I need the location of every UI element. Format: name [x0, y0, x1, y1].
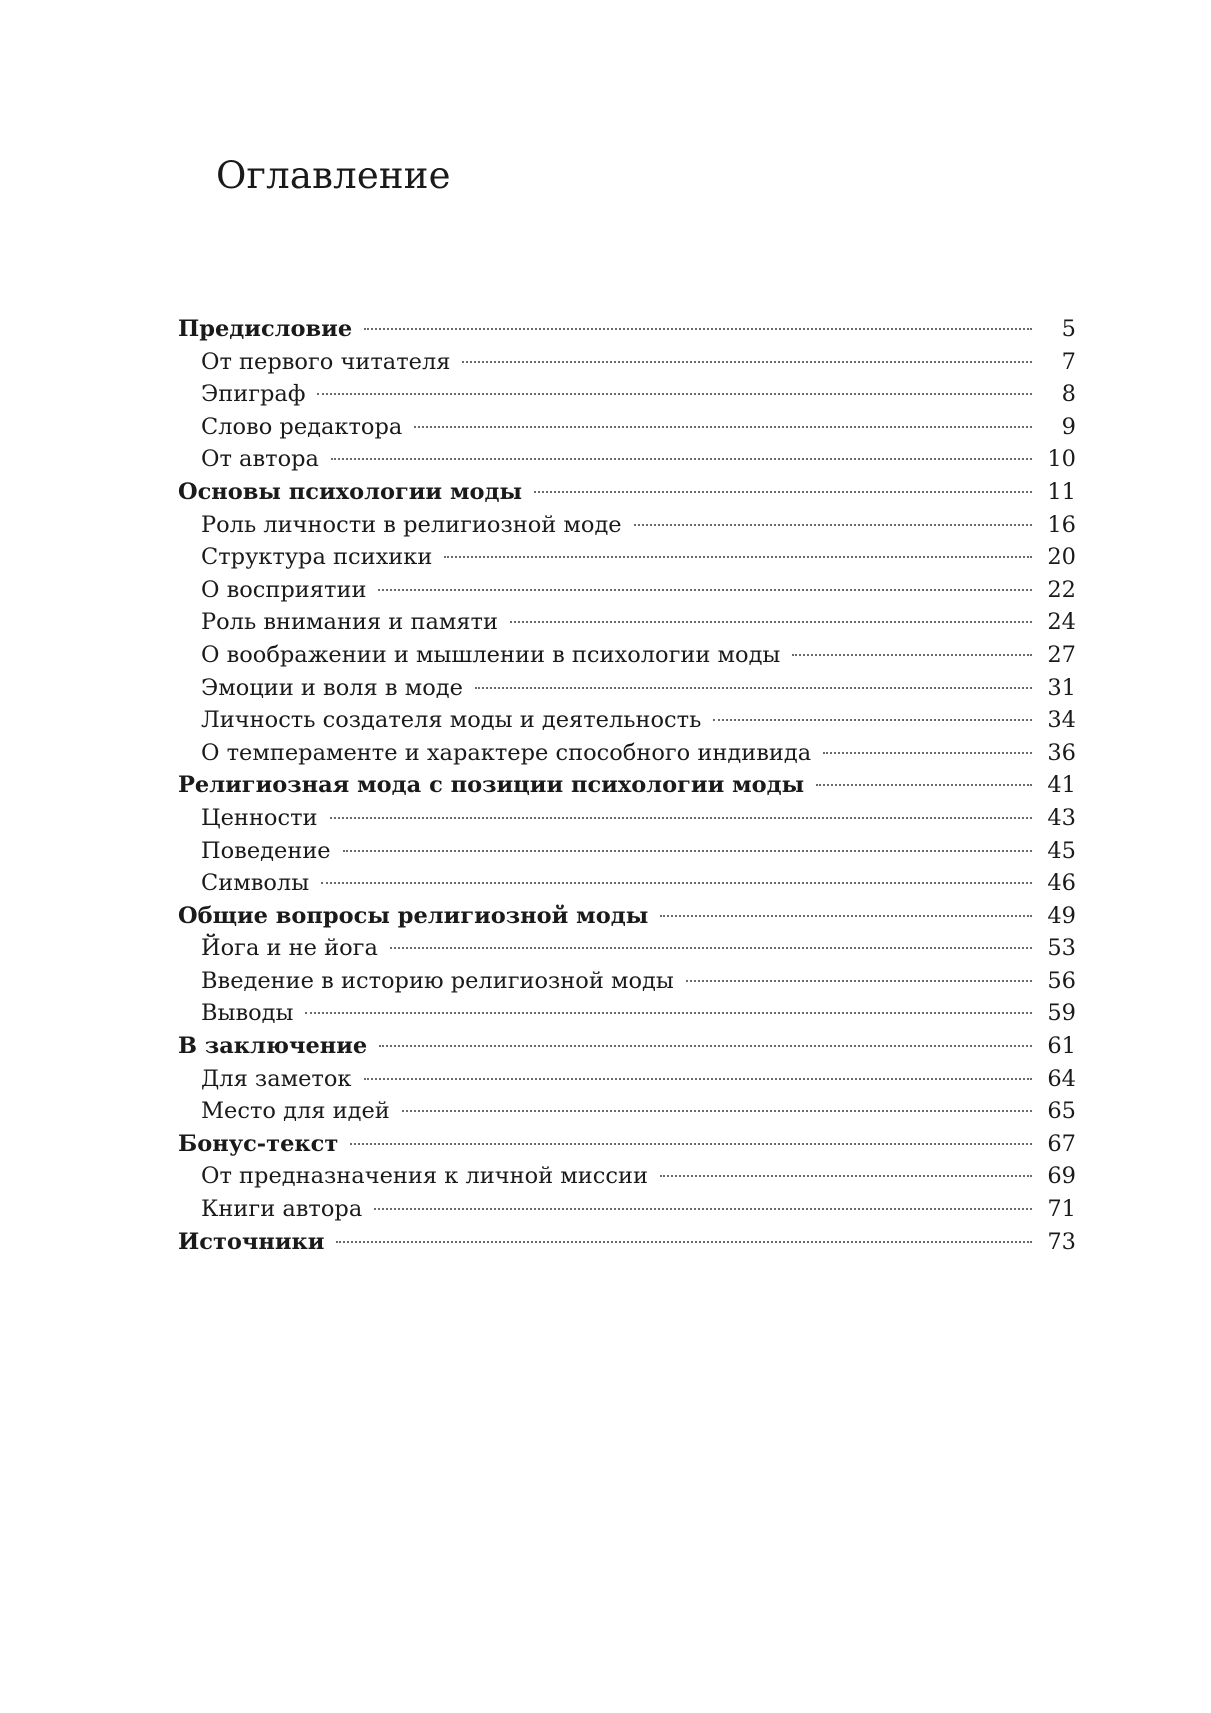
toc-entry-title: Ценности — [201, 804, 318, 831]
toc-page-number: 67 — [1047, 1130, 1076, 1157]
toc-section[interactable] — [178, 737, 1076, 770]
toc-section[interactable] — [178, 378, 1076, 411]
toc-page-number: 11 — [1047, 478, 1076, 505]
dot-leader — [331, 458, 1032, 460]
toc-section[interactable] — [178, 867, 1076, 900]
toc-section[interactable] — [178, 1160, 1076, 1193]
toc-entry-title: Личность создателя моды и деятельность — [201, 707, 702, 734]
toc-entry-title: Слово редактора — [201, 413, 403, 440]
toc-section[interactable] — [178, 965, 1076, 998]
dot-leader — [343, 850, 1032, 852]
toc-entry-title: Введение в историю религиозной моды — [201, 967, 674, 994]
toc-page-number: 71 — [1047, 1196, 1076, 1223]
toc-section[interactable] — [178, 541, 1076, 574]
toc-page-number: 24 — [1047, 609, 1076, 636]
toc-entry-title: Для заметок — [201, 1065, 352, 1092]
dot-leader — [823, 752, 1032, 754]
toc-entry-title: Общие вопросы религиозной моды — [178, 902, 649, 929]
toc-section[interactable] — [178, 639, 1076, 672]
dot-leader — [475, 687, 1032, 689]
toc-page-number: 43 — [1047, 804, 1076, 831]
dot-leader — [534, 491, 1032, 493]
toc-entry-title: Выводы — [201, 1000, 294, 1027]
toc-chapter[interactable] — [178, 900, 1076, 933]
table-of-contents — [178, 313, 1076, 1258]
dot-leader — [414, 426, 1032, 428]
toc-section[interactable] — [178, 835, 1076, 868]
toc-entry-title: Бонус-текст — [178, 1130, 339, 1157]
toc-page-number: 9 — [1061, 413, 1076, 440]
toc-entry-title: От предназначения к личной миссии — [201, 1163, 649, 1190]
dot-leader — [660, 1175, 1032, 1177]
toc-entry-title: О воображении и мышлении в психологии моды — [201, 641, 781, 668]
toc-section[interactable] — [178, 1095, 1076, 1128]
toc-section[interactable] — [178, 997, 1076, 1030]
toc-entry-title: Предисловие — [178, 316, 353, 342]
toc-page-number: 7 — [1061, 348, 1076, 375]
toc-page-number: 64 — [1047, 1065, 1076, 1092]
toc-section[interactable] — [178, 704, 1076, 737]
toc-page-number: 20 — [1047, 544, 1076, 571]
dot-leader — [713, 719, 1032, 721]
dot-leader — [390, 947, 1032, 949]
toc-section[interactable] — [178, 509, 1076, 542]
toc-chapter[interactable] — [178, 1128, 1076, 1161]
toc-entry-title: Религиозная мода с позиции психологии моды — [178, 772, 805, 799]
toc-page-number: 73 — [1047, 1228, 1076, 1255]
dot-leader — [462, 361, 1032, 363]
dot-leader — [402, 1110, 1032, 1112]
toc-page-number: 41 — [1047, 772, 1076, 799]
dot-leader — [510, 621, 1032, 623]
toc-section[interactable] — [178, 443, 1076, 476]
dot-leader — [444, 556, 1032, 558]
dot-leader — [792, 654, 1032, 656]
toc-page-number: 69 — [1047, 1163, 1076, 1190]
page-title: Оглавление — [216, 154, 451, 197]
toc-section[interactable] — [178, 1063, 1076, 1096]
toc-page-number: 10 — [1047, 446, 1076, 473]
toc-entry-title: Эпиграф — [201, 381, 306, 408]
toc-entry-title: Роль внимания и памяти — [201, 609, 498, 636]
toc-entry-title: О восприятии — [201, 576, 367, 603]
toc-section[interactable] — [178, 574, 1076, 607]
dot-leader — [686, 980, 1032, 982]
toc-entry-title: Основы психологии моды — [178, 478, 523, 505]
toc-chapter[interactable] — [178, 313, 1076, 346]
toc-section[interactable] — [178, 346, 1076, 379]
toc-page-number: 59 — [1047, 1000, 1076, 1027]
dot-leader — [350, 1143, 1032, 1145]
toc-entry-title: Структура психики — [201, 544, 433, 571]
toc-entry-title: Йога и не йога — [201, 935, 378, 962]
dot-leader — [660, 915, 1032, 917]
dot-leader — [379, 1045, 1032, 1047]
toc-section[interactable] — [178, 802, 1076, 835]
toc-section[interactable] — [178, 606, 1076, 639]
toc-page-number: 31 — [1047, 674, 1076, 701]
toc-page-number: 22 — [1047, 576, 1076, 603]
toc-page-number: 36 — [1047, 739, 1076, 766]
toc-section[interactable] — [178, 1193, 1076, 1226]
toc-page-number: 65 — [1047, 1098, 1076, 1125]
toc-section[interactable] — [178, 672, 1076, 705]
toc-entry-title: Роль личности в религиозной моде — [201, 511, 622, 538]
toc-entry-title: Книги автора — [201, 1196, 363, 1223]
toc-page-number: 45 — [1047, 837, 1076, 864]
toc-chapter[interactable] — [178, 769, 1076, 802]
toc-section[interactable] — [178, 932, 1076, 965]
toc-chapter[interactable] — [178, 476, 1076, 509]
toc-chapter[interactable] — [178, 1226, 1076, 1259]
dot-leader — [634, 524, 1032, 526]
toc-page-number: 61 — [1047, 1033, 1076, 1060]
toc-entry-title: Символы — [201, 870, 310, 897]
toc-entry-title: О темпераменте и характере способного индивида — [201, 739, 812, 766]
dot-leader — [374, 1208, 1032, 1210]
dot-leader — [321, 882, 1032, 884]
toc-page-number: 8 — [1061, 381, 1076, 408]
dot-leader — [816, 784, 1032, 786]
dot-leader — [378, 589, 1032, 591]
toc-chapter[interactable] — [178, 1030, 1076, 1063]
dot-leader — [305, 1012, 1032, 1014]
toc-entry-title: От автора — [201, 446, 319, 473]
toc-entry-title: Поведение — [201, 837, 331, 864]
dot-leader — [317, 393, 1032, 395]
toc-page-number: 53 — [1047, 935, 1076, 962]
dot-leader — [364, 1078, 1033, 1080]
toc-entry-title: Источники — [178, 1228, 325, 1255]
toc-page-number: 27 — [1047, 641, 1076, 668]
toc-page-number: 49 — [1047, 902, 1076, 929]
toc-page-number: 56 — [1047, 967, 1076, 994]
dot-leader — [330, 817, 1032, 819]
toc-entry-title: В заключение — [178, 1033, 368, 1060]
toc-section[interactable] — [178, 411, 1076, 444]
dot-leader — [336, 1241, 1032, 1243]
dot-leader — [364, 328, 1032, 330]
toc-entry-title: Эмоции и воля в моде — [201, 674, 463, 701]
toc-page-number: 34 — [1047, 707, 1076, 734]
toc-entry-title: От первого читателя — [201, 348, 451, 375]
toc-page-number: 16 — [1047, 511, 1076, 538]
toc-page-number: 46 — [1047, 870, 1076, 897]
toc-entry-title: Место для идей — [201, 1098, 390, 1125]
toc-page-number: 5 — [1061, 316, 1076, 342]
